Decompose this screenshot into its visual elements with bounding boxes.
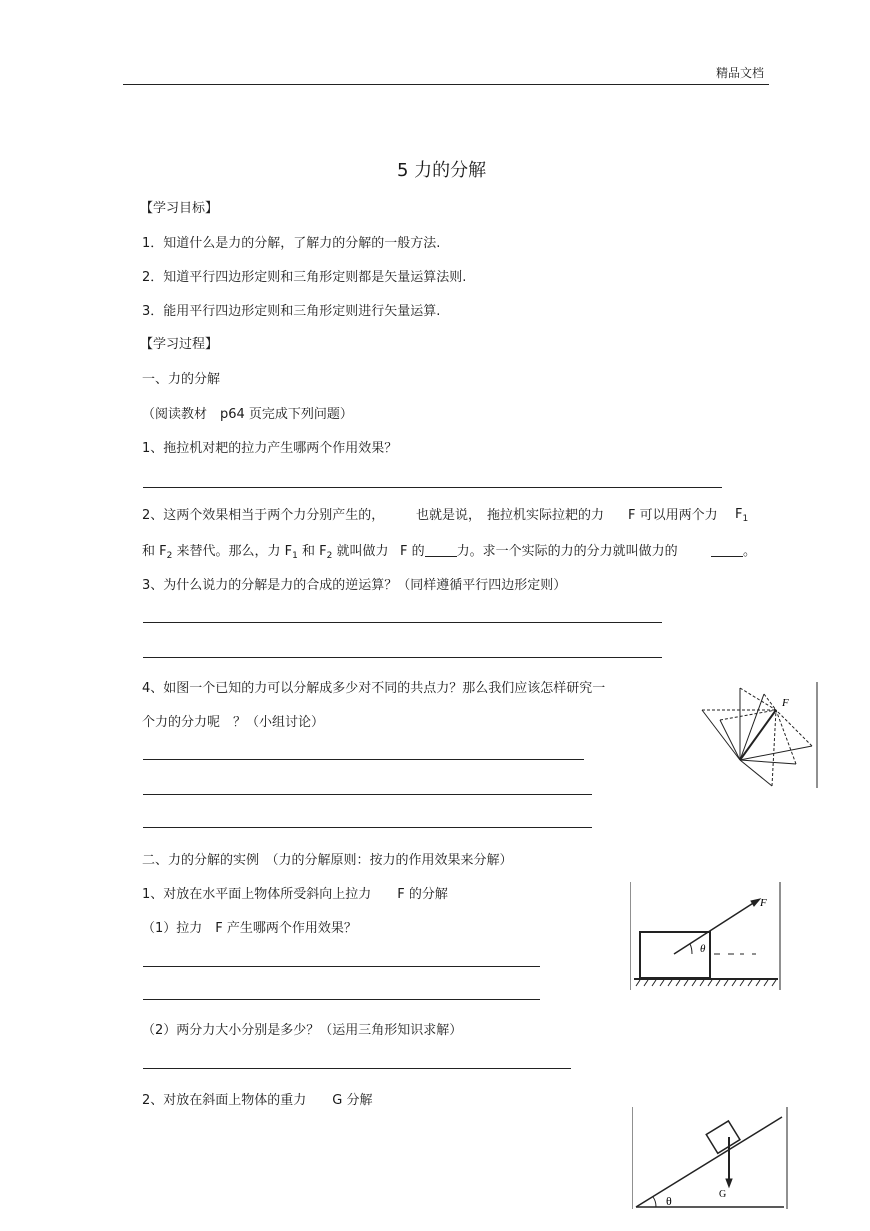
- example-1: 1、对放在水平面上物体所受斜向上拉力 F 的分解: [142, 887, 448, 902]
- question-4-line-2: 个力的分力呢 ？（小组讨论）: [142, 715, 325, 730]
- answer-line: [143, 999, 540, 1000]
- question-2-final-blank: 。: [711, 540, 756, 559]
- question-3: 3、为什么说力的分解是力的合成的逆运算？（同样遵循平行四边形定则）: [142, 578, 567, 593]
- question-2-part-a: 2、这两个效果相当于两个力分别产生的，: [142, 508, 385, 523]
- question-2-part-b: 也就是说，: [416, 508, 482, 523]
- example-1-q2: （2）两分力大小分别是多少？（运用三角形知识求解）: [142, 1023, 463, 1038]
- answer-line: [143, 966, 540, 967]
- section2-title: 二、力的分解的实例 （力的分解原则：按力的作用效果来分解）: [142, 853, 513, 868]
- question-2-part-c: 拖拉机实际拉耙的力: [487, 508, 605, 523]
- goal-item-2: 2．知道平行四边形定则和三角形定则都是矢量运算法则.: [142, 270, 467, 285]
- angle-label: θ: [700, 943, 706, 955]
- answer-line: [143, 657, 662, 658]
- weight-label: G: [719, 1189, 727, 1200]
- horizontal-pull-figure: [630, 882, 782, 990]
- fill-blank: [711, 544, 743, 557]
- answer-line: [143, 827, 592, 828]
- question-2-part-e: $F_1$: [735, 507, 749, 524]
- section1-title: 一、力的分解: [142, 372, 221, 387]
- goal-item-1: 1．知道什么是力的分解，了解力的分解的一般方法.: [142, 236, 441, 251]
- answer-line: [143, 759, 584, 760]
- header-label: 精品文档: [716, 66, 765, 80]
- question-2-part-d: F 可以用两个力: [628, 508, 718, 523]
- question-2-line-2-end: F 的 力。求一个实际的力的分力就叫做力的: [400, 544, 678, 559]
- fill-blank: [425, 544, 457, 557]
- goal-item-3: 3．能用平行四边形定则和三角形定则进行矢量运算.: [142, 304, 441, 319]
- page-title: 5 力的分解: [397, 160, 487, 181]
- header-rule: [123, 84, 769, 85]
- incline-weight-figure: [632, 1107, 788, 1209]
- example-2: 2、对放在斜面上物体的重力 G 分解: [142, 1093, 373, 1108]
- example-1-q1: （1）拉力 F 产生哪两个作用效果？: [142, 921, 357, 936]
- question-1: 1、拖拉机对耙的拉力产生哪两个作用效果？: [142, 441, 398, 456]
- answer-line: [143, 487, 722, 488]
- angle-label: θ: [666, 1194, 672, 1208]
- question-4-line-1: 4、如图一个已知的力可以分解成多少对不同的共点力？那么我们应该怎样研究一: [142, 681, 606, 696]
- force-decomposition-figure: [700, 682, 818, 788]
- section1-note: （阅读教材 p64 页完成下列问题）: [142, 407, 353, 422]
- answer-line: [143, 794, 592, 795]
- answer-line: [143, 1068, 571, 1069]
- question-2-line-2: 和 $F_2$ 来替代。那么，力 $F_1$ 和 $F_2$ 就叫做力: [142, 544, 389, 561]
- goals-heading: 【学习目标】: [140, 201, 219, 216]
- answer-line: [143, 622, 662, 623]
- process-heading: 【学习过程】: [140, 337, 219, 352]
- force-label: F: [760, 897, 767, 909]
- force-label: F: [782, 697, 789, 709]
